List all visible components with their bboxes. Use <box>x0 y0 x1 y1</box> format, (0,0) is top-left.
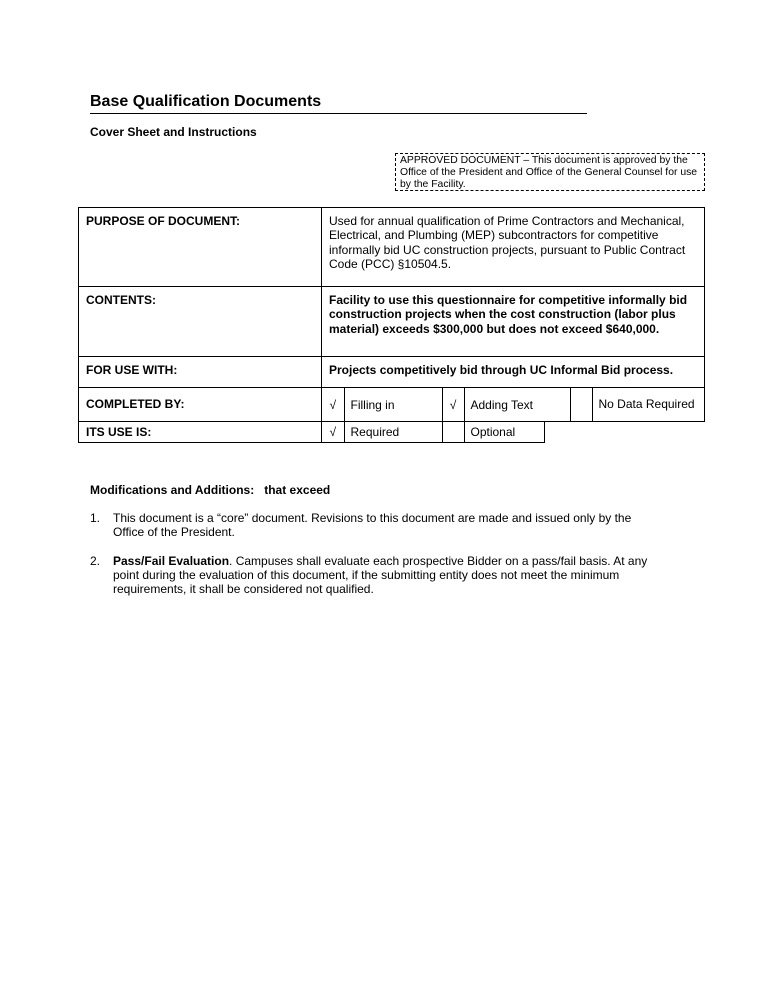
adding-text-option: Adding Text <box>464 388 570 421</box>
page-title: Base Qualification Documents <box>90 92 587 114</box>
its-use-is-label: ITS USE IS: <box>79 422 322 443</box>
contents-label: CONTENTS: <box>79 287 322 357</box>
list-item-number: 1. <box>90 511 101 525</box>
no-data-checkmark <box>570 388 592 421</box>
list-item-text: This document is a “core” document. Revisions to this document are made and issued only by the Office of the President. <box>113 511 632 540</box>
required-checkmark: √ <box>322 422 344 442</box>
required-option: Required <box>344 422 442 442</box>
list-item <box>90 511 650 540</box>
page-subtitle: Cover Sheet and Instructions <box>90 125 257 139</box>
optional-checkmark <box>442 422 464 442</box>
approved-document-note: APPROVED DOCUMENT – This document is approved by the Office of the President and Office of the General Counsel for use by the Facility. <box>395 153 705 191</box>
modifications-label: Modifications and Additions: <box>90 483 255 497</box>
optional-option: Optional <box>470 424 516 439</box>
notes-list <box>90 511 650 610</box>
completed-by-options <box>322 388 705 422</box>
purpose-value: Used for annual qualification of Prime Contractors and Mechanical, Electrical, and Plumbing (MEP) subcontractors for competitive informally bid UC construction projects, pursuant to Public Contract Code (PCC) §10504.5. <box>322 208 705 287</box>
document-info-table <box>78 207 705 443</box>
filling-in-checkmark: √ <box>322 388 344 421</box>
contents-value: Facility to use this questionnaire for competitive informally bid construction projects when the cost construction (labor plus material) exceeds $300,000 but does not exceed $640,000. <box>322 287 705 357</box>
list-item-heading: Pass/Fail Evaluation <box>113 553 230 568</box>
list-item-number: 2. <box>90 553 101 568</box>
for-use-with-label: FOR USE WITH: <box>79 357 322 388</box>
for-use-with-value: Projects competitively bid through UC Informal Bid process. <box>322 357 705 388</box>
purpose-label: PURPOSE OF DOCUMENT: <box>79 208 322 287</box>
adding-text-checkmark: √ <box>442 388 464 421</box>
modifications-value: that exceed <box>264 483 331 497</box>
no-data-required-option: No Data Required <box>598 396 695 411</box>
list-item <box>90 554 650 597</box>
filling-in-option: Filling in <box>344 388 442 421</box>
completed-by-label: COMPLETED BY: <box>79 388 322 422</box>
modifications-line <box>90 483 330 497</box>
list-item-text: . Campuses shall evaluate each prospective Bidder on a pass/fail basis. At any point during the evaluation of this document, if the submitting entity does not meet the minimum requirements, it shall be considered not qualified. <box>113 553 648 597</box>
its-use-options <box>322 422 705 443</box>
